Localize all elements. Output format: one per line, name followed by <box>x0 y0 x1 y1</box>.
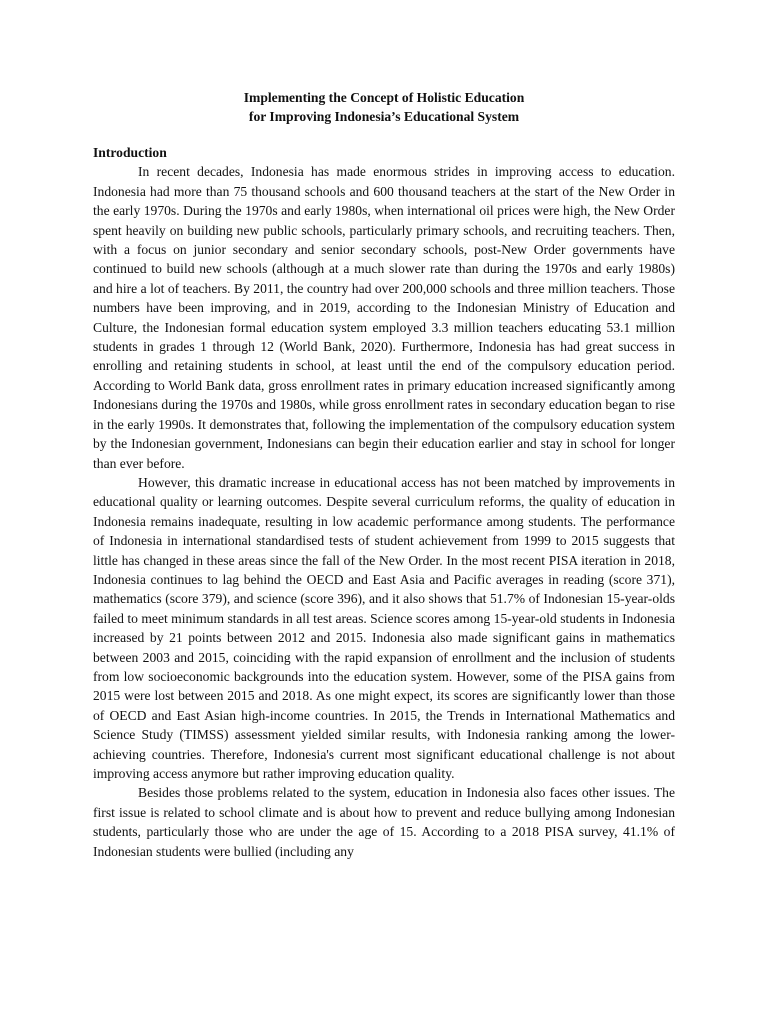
title-line-2: for Improving Indonesia’s Educational System <box>248 109 520 124</box>
paragraph-1: In recent decades, Indonesia has made enormous strides in improving access to education. Indonesia had more than 75 thousand schools and 600 thousand teachers at the start of the New Order in the early 1970s. During the 1970s and early 1980s, when international oil prices were high, the New Order spent heavily on building new public schools, particularly primary schools, and recruiting teachers. Then, with a focus on junior secondary and senior secondary schools, post-New Order governments have continued to build new schools (although at a much slower rate than during the 1970s and early 1980s) and hire a lot of teachers. By 2011, the country had over 200,000 schools and three million teachers. Those numbers have been improving, and in 2019, according to the Indonesian Ministry of Education and Culture, the Indonesian formal education system employed 3.3 million teachers educating 53.1 million students in grades 1 through 12 (World Bank, 2020). Furthermore, Indonesia has had great success in enrolling and retaining students in school, at least until the end of the compulsory education period. According to World Bank data, gross enrollment rates in primary education increased significantly among Indonesians during the 1970s and 1980s, while gross enrollment rates in secondary education began to rise in the early 1990s. It demonstrates that, following the implementation of the compulsory education system by the Indonesian government, Indonesians can begin their education earlier and stay in school for longer than ever before. <box>93 164 675 471</box>
title-line-1: Implementing the Concept of Holistic Education <box>243 90 525 105</box>
paragraph-3: Besides those problems related to the system, education in Indonesia also faces other issues. The first issue is related to school climate and is about how to prevent and reduce bullying among Indonesian students, particularly those who are under the age of 15. According to a 2018 PISA survey, 41.1% of Indonesian students were bullied (including any <box>93 785 675 859</box>
section-heading-introduction: Introduction <box>93 145 167 160</box>
paragraph-2: However, this dramatic increase in educational access has not been matched by improvements in educational quality or learning outcomes. Despite several curriculum reforms, the quality of education in Indonesia remains inadequate, resulting in low academic performance among students. The performance of Indonesia in international standardised tests of student achievement from 1999 to 2015 suggests that little has changed in these areas since the fall of the New Order. In the most recent PISA iteration in 2018, Indonesia continues to lag behind the OECD and East Asia and Pacific averages in reading (score 371), mathematics (score 379), and science (score 396), and it also shows that 51.7% of Indonesian 15-year-olds failed to meet minimum standards in all test areas. Science scores among 15-year-old students in Indonesia increased by 21 points between 2012 and 2015. Indonesia also made significant gains in mathematics between 2003 and 2015, coinciding with the rapid expansion of enrollment and the inclusion of students from low socioeconomic backgrounds into the education system. However, some of the PISA gains from 2015 were lost between 2015 and 2018. As one might expect, its scores are significantly lower than those of OECD and East Asian high-income countries. In 2015, the Trends in International Mathematics and Science Study (TIMSS) assessment yielded similar results, with Indonesia ranking among the lower-achieving countries. Therefore, Indonesia's current most significant educational challenge is not about improving access anymore but rather improving education quality. <box>93 474 675 781</box>
document-title <box>93 88 675 126</box>
